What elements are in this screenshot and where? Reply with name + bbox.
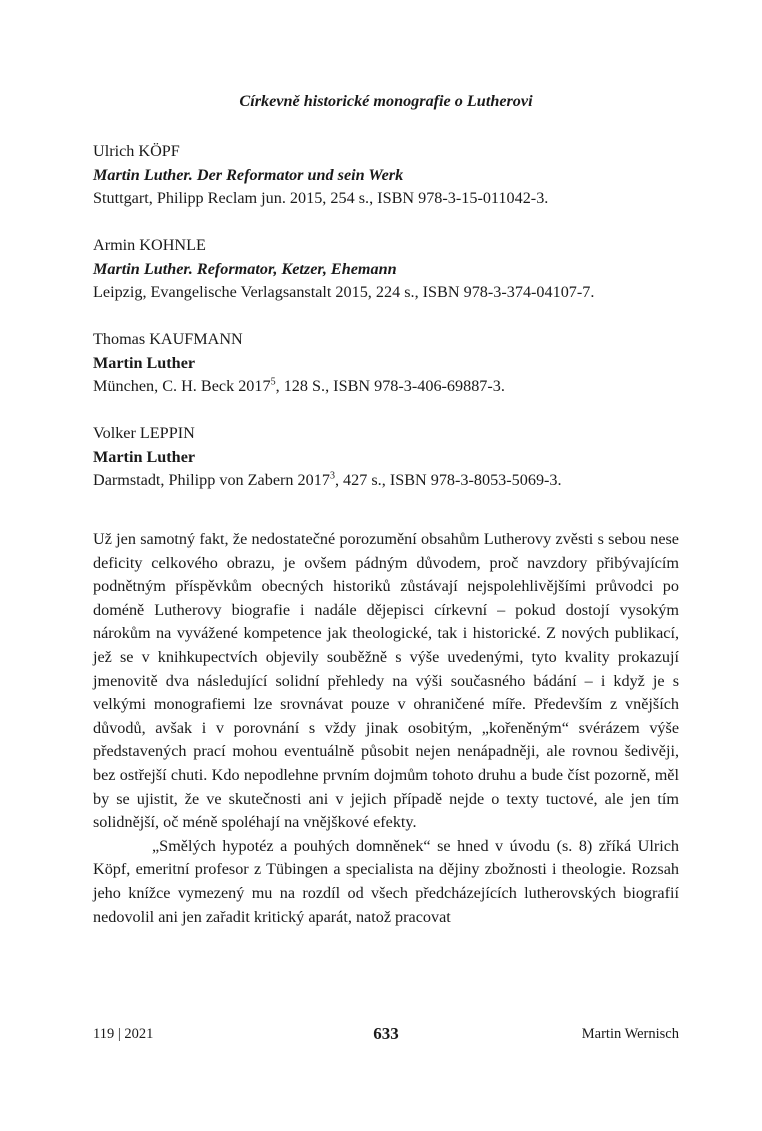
reference-title: Martin Luther. Der Reformator und sein Werk xyxy=(93,165,404,184)
publication-text: Stuttgart, Philipp Reclam jun. 2015, 254 s., ISBN 978-3-15-011042-3. xyxy=(93,189,549,207)
edition-number: 5 xyxy=(270,376,276,388)
reference-author: Armin KOHNLE xyxy=(93,236,206,254)
page-footer xyxy=(93,1024,679,1048)
publication-text: München, C. H. Beck 2017 xyxy=(93,377,271,395)
publication-text-rest: , 128 S., ISBN 978-3-406-69887-3. xyxy=(275,377,505,395)
reference-author: Ulrich KÖPF xyxy=(93,142,180,160)
book-reference xyxy=(93,234,679,305)
reference-title: Martin Luther xyxy=(93,447,196,466)
book-reference xyxy=(93,422,679,493)
reference-publication xyxy=(93,187,679,211)
page-number: 633 xyxy=(373,1024,399,1043)
body-text xyxy=(93,528,679,929)
document-page xyxy=(93,0,679,1131)
publication-text: Leipzig, Evangelische Verlagsanstalt 2015, 224 s., ISBN 978-3-374-04107-7. xyxy=(93,283,595,301)
reference-publication xyxy=(93,469,679,493)
journal-issue: 119 | 2021 xyxy=(93,1026,154,1042)
publication-text-rest: , 427 s., ISBN 978-3-8053-5069-3. xyxy=(334,471,562,489)
section-title: Církevně historické monografie o Lutherovi xyxy=(239,92,533,110)
reference-publication xyxy=(93,281,679,305)
reference-title: Martin Luther. Reformator, Ketzer, Ehemann xyxy=(93,259,397,278)
book-reference-list xyxy=(93,140,679,516)
reference-author: Thomas KAUFMANN xyxy=(93,330,243,348)
book-reference xyxy=(93,328,679,399)
body-paragraph: „Smělých hypotéz a pouhých domněnek“ se hned v úvodu (s. 8) zříká Ulrich Köpf, emeritní profesor z Tübingen a specialista na dějiny zbožnosti i theologie. Rozsah jeho knížce vymezený mu na rozdíl od všech předcházejících lutherovských biografií nedovolil ani jen zařadit kritický aparát, natož pracovat xyxy=(93,836,679,926)
reference-publication xyxy=(93,375,679,399)
author-name: Martin Wernisch xyxy=(581,1026,679,1042)
edition-number: 3 xyxy=(329,470,335,482)
publication-text: Darmstadt, Philipp von Zabern 2017 xyxy=(93,471,330,489)
body-paragraph: Už jen samotný fakt, že nedostatečné porozumění obsahům Lutherovy zvěsti s sebou nese deficity celkového obrazu, je ovšem pádným důvodem, proč navzdory přibývajícím podnětným příspěvkům obecných historiků zůstávají nejspolehlivějšími průvodci po doméně Lutherovy biografie i nadále dějepisci církevní – pokud dostojí vysokým nárokům na vyvážené kompetence jak theologické, tak i historické. Z nových publikací, jež se v knihkupectvích objevily souběžně s výše uvedenými, tyto kvality prokazují jmenovitě dva následující solidní přehledy na výši současného bádání – i když je s velkými monografiemi lze srovnávat pouze v ohraničené míře. Především z vnějších důvodů, avšak i v porovnání s vždy jinak osobitým, „kořeněným“ svérázem výše představených prací mohou eventuálně působit nejen nenápadněji, ale rovnou šedivěji, bez ostřejší chuti. Kdo nepodlehne prvním dojmům tohoto druhu a bude číst pozorně, měl by se ujistit, že ve skutečnosti ani v jejich případě nejde o texty tuctové, ale jen tím solidnější, oč méně spoléhají na vnějškové efekty. xyxy=(93,530,679,832)
reference-title: Martin Luther xyxy=(93,353,196,372)
reference-author: Volker LEPPIN xyxy=(93,424,195,442)
book-reference xyxy=(93,140,679,211)
